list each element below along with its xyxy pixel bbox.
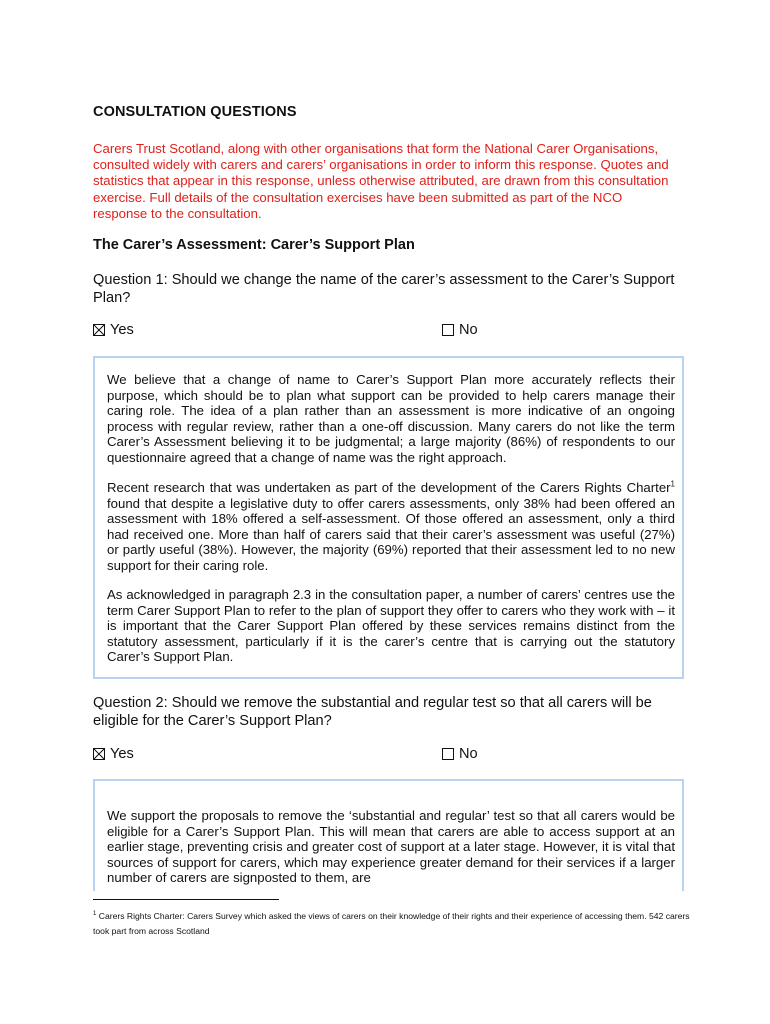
yes-label: Yes — [110, 746, 134, 762]
checked-checkbox-icon[interactable] — [93, 748, 105, 760]
footnote-marker: 1 — [93, 911, 97, 918]
checked-checkbox-icon[interactable] — [93, 324, 105, 336]
footnote-divider — [93, 899, 279, 900]
question-2-yes-option[interactable] — [93, 746, 134, 762]
footnote-text: Carers Rights Charter: Carers Survey which asked the views of carers on their knowledge of their rights and their experience of accessing them. 542 carers took part from across Scotland — [93, 911, 690, 936]
unchecked-checkbox-icon[interactable] — [442, 324, 454, 336]
section-heading: The Carer’s Assessment: Carer’s Support Plan — [93, 237, 415, 253]
question-2-answer-paragraph-1: We support the proposals to remove the ‘substantial and regular’ test so that all carers would be eligible for a Carer’s Support Plan. This will mean that carers are able to access support at an earlier stage, preventing crisis and greater cost of support at a later stage. However, it is vital that sources of support for carers, which may experience greater demand for their services if a larger number of carers are signposted to them, are — [107, 808, 675, 886]
footnote-reference[interactable]: 1 — [670, 480, 675, 489]
no-label: No — [459, 322, 478, 338]
yes-label: Yes — [110, 322, 134, 338]
question-1-no-option[interactable] — [442, 322, 478, 338]
question-1-answer-paragraph-2 — [107, 480, 675, 574]
answer-text: Recent research that was undertaken as part of the development of the Carers Rights Charter — [107, 480, 671, 495]
question-2-text: Question 2: Should we remove the substantial and regular test so that all carers will be eligible for the Carer’s Support Plan? — [93, 695, 652, 729]
footnote — [93, 909, 693, 939]
unchecked-checkbox-icon[interactable] — [442, 748, 454, 760]
question-1-text: Question 1: Should we change the name of the carer’s assessment to the Carer’s Support Plan? — [93, 272, 675, 306]
page-title: CONSULTATION QUESTIONS — [93, 104, 297, 120]
no-label: No — [459, 746, 478, 762]
question-2-no-option[interactable] — [442, 746, 478, 762]
question-1-yes-option[interactable] — [93, 322, 134, 338]
answer-text: found that despite a legislative duty to offer carers assessments, only 38% had been offered an assessment with 18% offered a self-assessment. Of those offered an assessment, only a third had received one. More than half of carers said that their carer’s assessment was useful (27%) or partly useful (38%). However, the majority (69%) reported that their assessment led to no new support for their caring role. — [107, 495, 675, 573]
question-1-answer-paragraph-3: As acknowledged in paragraph 2.3 in the consultation paper, a number of carers’ centres use the term Carer Support Plan to refer to the plan of support they offer to carers who they work with – it is important that the Carer Support Plan offered by these services remains distinct from the statutory assessment, particularly if it is the carer’s centre that is carrying out the statutory Carer’s Support Plan. — [107, 587, 675, 665]
question-1-answer-paragraph-1: We believe that a change of name to Carer’s Support Plan more accurately reflects their purpose, which should be to plan what support can be provided to help carers manage their caring role. The idea of a plan rather than an assessment is more indicative of an ongoing process with regular review, rather than a one-off discussion. Many carers do not like the term Carer’s Assessment believing it to be judgmental; a large majority (86%) of respondents to our questionnaire agreed that a change of name was the right approach. — [107, 372, 675, 465]
intro-paragraph: Carers Trust Scotland, along with other organisations that form the National Carer Organisations, consulted widely with carers and carers’ organisations in order to inform this response. Quotes and statistics that appear in this response, unless otherwise attributed, are drawn from this consultation exercise. Full details of the consultation exercises have been submitted as part of the NCO response to the consultation. — [93, 141, 669, 221]
